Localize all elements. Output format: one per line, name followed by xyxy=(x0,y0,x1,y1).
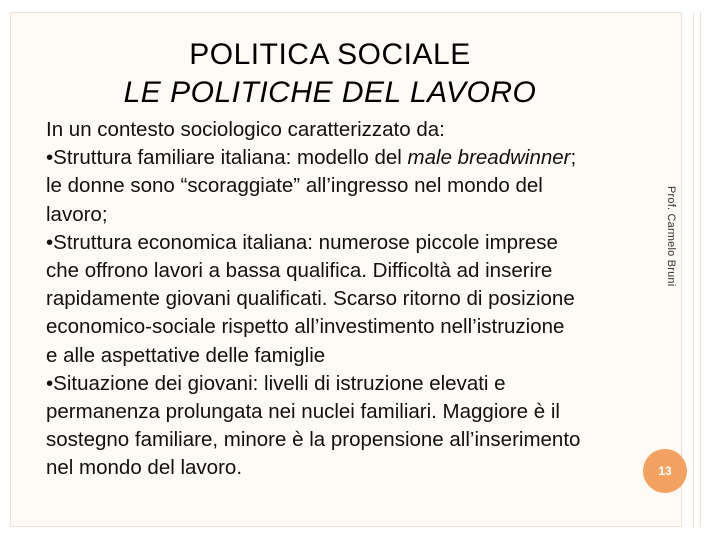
body-line: •Struttura economica italiana: numerose piccole imprese xyxy=(46,230,558,254)
emphasized-term: male breadwinner xyxy=(407,146,571,170)
body-line: permanenza prolungata nei nuclei familiari. Maggiore è il xyxy=(46,400,560,424)
body-line xyxy=(46,144,656,172)
body-line: nel mondo del lavoro. xyxy=(46,456,243,480)
body-text-span: •Struttura familiare italiana: modello del xyxy=(46,146,408,170)
author-label: Prof. Carmelo Bruni xyxy=(665,186,677,287)
slide-edge-rule xyxy=(700,12,701,527)
body-line: sostegno familiare, minore è la propensione all’inserimento xyxy=(46,428,581,452)
body-text xyxy=(46,116,656,483)
body-text-span: ; xyxy=(570,146,577,170)
slide-edge-rule xyxy=(693,12,694,527)
body-line: •Situazione dei giovani: livelli di istruzione elevati e xyxy=(46,371,506,395)
title-line-2: LE POLITICHE DEL LAVORO xyxy=(123,76,537,109)
page-number: 13 xyxy=(658,464,672,478)
body-line: e alle aspettative delle famiglie xyxy=(46,343,326,367)
body-line: le donne sono “scoraggiate” all’ingresso nel mondo del xyxy=(46,174,543,198)
body-line: che offrono lavori a bassa qualifica. Difficoltà ad inserire xyxy=(46,259,553,283)
body-line: In un contesto sociologico caratterizzato da: xyxy=(46,118,445,141)
body-line: economico-sociale rispetto all’investimento nell’istruzione xyxy=(46,315,565,339)
body-line: rapidamente giovani qualificati. Scarso ritorno di posizione xyxy=(46,287,575,311)
title-line-1: POLITICA SOCIALE xyxy=(189,38,471,71)
page-number-badge xyxy=(643,449,687,493)
body-line: lavoro; xyxy=(46,202,108,226)
slide-title xyxy=(0,36,660,112)
